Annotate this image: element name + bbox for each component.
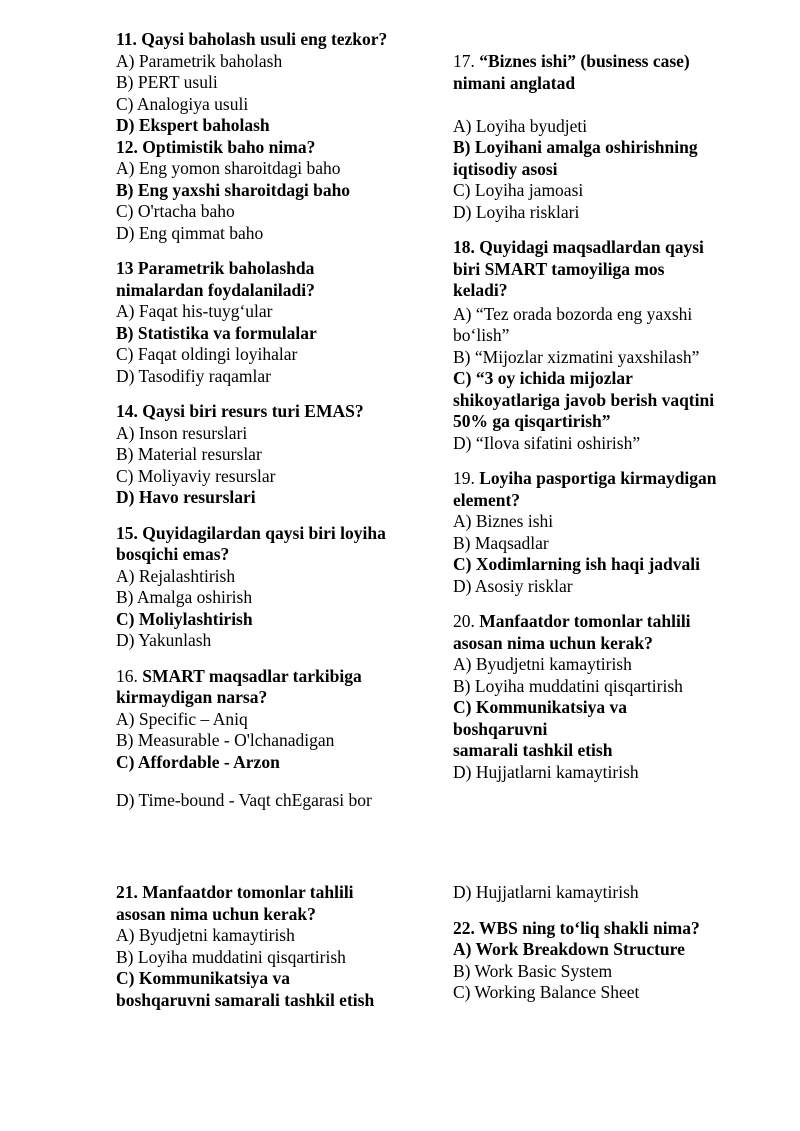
question-19-option-a: A) Biznes ishi <box>453 511 554 531</box>
question-16-title-line1 <box>116 666 436 688</box>
question-20-option-c-line3: samarali tashkil etish <box>453 740 613 760</box>
question-14-title: 14. Qaysi biri resurs turi EMAS? <box>116 401 364 421</box>
question-21-title-line2: asosan nima uchun kerak? <box>116 903 316 924</box>
question-16-option-b: B) Measurable - O'lchanadigan <box>116 730 335 750</box>
question-20-title-line2: asosan nima uchun kerak? <box>453 632 653 653</box>
question-18-option-c-line2: shikoyatlariga javob berish vaqtini <box>453 389 715 410</box>
question-17-option-c: C) Loyiha jamoasi <box>453 180 584 200</box>
question-13-option-c: C) Faqat oldingi loyihalar <box>116 344 298 364</box>
question-22-option-b: B) Work Basic System <box>453 960 613 981</box>
question-20-option-c-line2: boshqaruvni <box>453 718 548 739</box>
question-13-option-a: A) Faqat his-tuyg‘ular <box>116 301 273 321</box>
question-19-number: 19. <box>453 468 480 488</box>
question-12-option-c: C) O'rtacha baho <box>116 201 235 221</box>
left-column-bottom <box>116 882 436 1011</box>
question-21-title-line1: 21. Manfaatdor tomonlar tahlili <box>116 882 354 902</box>
question-20-option-c-line1: C) Kommunikatsiya va <box>453 697 628 717</box>
question-20-option-a: A) Byudjetni kamaytirish <box>453 654 632 674</box>
question-22-title: 22. WBS ning to‘liq shakli nima? <box>453 917 700 938</box>
question-16-title-line2: kirmaydigan narsa? <box>116 687 268 707</box>
question-17-title-line2: nimani anglatad <box>453 72 576 93</box>
question-11-option-b: B) PERT usuli <box>116 72 218 92</box>
question-21-option-c-line1: C) Kommunikatsiya va <box>116 968 291 988</box>
question-15-option-c-correct: C) Moliylashtirish <box>116 608 253 629</box>
question-16-option-a: A) Specific – Aniq <box>116 708 248 729</box>
question-20-option-b: B) Loyiha muddatini qisqartirish <box>453 675 683 696</box>
question-13-title-line2: nimalardan foydalaniladi? <box>116 279 315 300</box>
question-19-option-b: B) Maqsadlar <box>453 532 549 553</box>
question-19-title-text: Loyiha pasportiga kirmaydigan <box>479 468 717 488</box>
question-18-option-d: D) “Ilova sifatini oshirish” <box>453 432 641 453</box>
question-14-option-d-correct: D) Havo resurslari <box>116 487 256 507</box>
question-16-option-d: D) Time-bound - Vaqt chEgarasi bor <box>116 790 372 810</box>
question-17-option-d: D) Loyiha risklari <box>453 201 580 222</box>
question-18-option-c-line3: 50% ga qisqartirish” <box>453 411 611 431</box>
question-12-option-d: D) Eng qimmat baho <box>116 222 264 243</box>
question-14-option-a: A) Inson resurslari <box>116 422 248 443</box>
question-18-option-c-line1: C) “3 oy ichida mijozlar <box>453 368 633 388</box>
left-column-top <box>116 29 436 812</box>
question-17-title-text: “Biznes ishi” (business case) <box>479 51 690 71</box>
question-15-title-line2: bosqichi emas? <box>116 544 230 564</box>
question-21-option-c-line2: boshqaruvni samarali tashkil etish <box>116 989 375 1010</box>
question-22-option-a-correct: A) Work Breakdown Structure <box>453 939 685 959</box>
question-20-number: 20. <box>453 611 480 631</box>
question-15-title-line1: 15. Quyidagilardan qaysi biri loyiha <box>116 522 386 543</box>
question-12-option-b-correct: B) Eng yaxshi sharoitdagi baho <box>116 179 351 200</box>
question-22-option-c: C) Working Balance Sheet <box>453 982 640 1002</box>
question-11-option-a: A) Parametrik baholash <box>116 50 283 71</box>
question-17-number: 17. <box>453 51 480 71</box>
question-21-option-d: D) Hujjatlarni kamaytirish <box>453 882 639 902</box>
question-15-option-a: A) Rejalashtirish <box>116 565 236 586</box>
right-column-bottom <box>453 882 753 1004</box>
question-12-option-a: A) Eng yomon sharoitdagi baho <box>116 158 341 178</box>
question-19-title-line1 <box>453 468 753 490</box>
question-11-option-d-correct: D) Ekspert baholash <box>116 115 270 135</box>
question-16-option-c-correct: C) Affordable - Arzon <box>116 751 280 772</box>
question-12-title: 12. Optimistik baho nima? <box>116 136 316 157</box>
question-14-option-b: B) Material resurslar <box>116 444 262 464</box>
question-14-option-c: C) Moliyaviy resurslar <box>116 465 276 486</box>
question-18-option-b: B) “Mijozlar xizmatini yaxshilash” <box>453 346 700 367</box>
question-16-number: 16. <box>116 665 143 686</box>
question-17-option-a: A) Loyiha byudjeti <box>453 115 588 136</box>
question-20-option-d: D) Hujjatlarni kamaytirish <box>453 761 639 782</box>
question-15-option-b: B) Amalga oshirish <box>116 587 253 607</box>
question-18-title-line2: biri SMART tamoyiliga mos <box>453 258 665 279</box>
question-19-option-d: D) Asosiy risklar <box>453 575 573 596</box>
question-13-option-b-correct: B) Statistika va formulalar <box>116 322 317 343</box>
question-13-option-d: D) Tasodifiy raqamlar <box>116 365 271 386</box>
question-20-title-text: Manfaatdor tomonlar tahlili <box>479 611 691 631</box>
question-18-option-a-line2: bo‘lish” <box>453 325 510 345</box>
question-21-option-a: A) Byudjetni kamaytirish <box>116 925 295 945</box>
question-16-title-text: SMART maqsadlar tarkibiga <box>142 665 362 686</box>
question-11-title: 11. Qaysi baholash usuli eng tezkor? <box>116 29 388 49</box>
question-18-option-a-line1: A) “Tez orada bozorda eng yaxshi <box>453 303 693 324</box>
question-19-title-line2: element? <box>453 489 521 510</box>
question-17-option-b-line2: iqtisodiy asosi <box>453 158 558 179</box>
right-column-top <box>453 51 753 783</box>
question-17-option-b-line1: B) Loyihani amalga oshirishning <box>453 137 698 157</box>
question-11-option-c: C) Analogiya usuli <box>116 93 249 114</box>
question-20-title-line1 <box>453 611 753 633</box>
question-13-title-line1: 13 Parametrik baholashda <box>116 258 315 278</box>
question-15-option-d: D) Yakunlash <box>116 630 212 650</box>
question-17-title-line1 <box>453 51 753 73</box>
question-19-option-c-correct: C) Xodimlarning ish haqi jadvali <box>453 554 700 574</box>
question-18-title-line1: 18. Quyidagi maqsadlardan qaysi <box>453 237 704 257</box>
question-21-option-b: B) Loyiha muddatini qisqartirish <box>116 946 346 967</box>
question-18-title-line3: keladi? <box>453 280 508 300</box>
